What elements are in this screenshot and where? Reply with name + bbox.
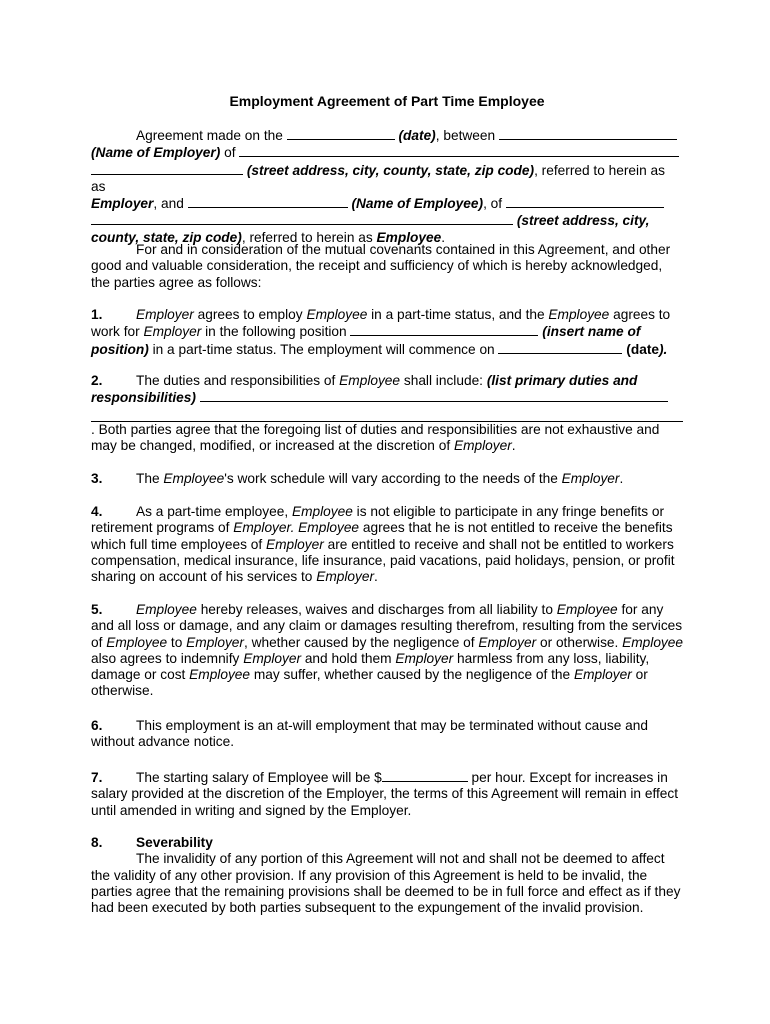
- employee-term: Employee: [376, 229, 442, 245]
- section-text: is not eligible to participate in any fringe benefits or retirement programs of: [91, 504, 665, 536]
- address-hint: (street address, city,: [516, 213, 650, 229]
- duties-blank-1[interactable]: [200, 389, 668, 402]
- date-hint: (date: [626, 341, 659, 357]
- employee-term: Employee: [339, 373, 401, 388]
- employer-name-blank[interactable]: [499, 127, 677, 140]
- section-text: This employment is an at-will employment that may be terminated without cause and without advance notice.: [91, 718, 648, 750]
- employee-term: Employee: [548, 307, 610, 322]
- section-8: [91, 835, 683, 916]
- section-number: 6.: [91, 718, 103, 733]
- employer-term: Employer: [478, 634, 537, 650]
- section-4: [91, 504, 683, 585]
- section-6: [91, 718, 683, 751]
- section-heading: Severability: [136, 835, 213, 850]
- consideration-paragraph: [91, 242, 683, 291]
- section-text: .: [619, 471, 624, 486]
- employee-term: Employee: [291, 504, 353, 519]
- duties-hint: (list primary duties and responsibilities): [91, 373, 638, 406]
- preamble-text: of: [224, 145, 236, 161]
- section-number: 3.: [91, 471, 103, 486]
- section-text: As a part-time employee,: [136, 504, 289, 519]
- section-text: , whether caused by the negligence of: [243, 634, 475, 650]
- section-number: 7.: [91, 770, 103, 785]
- employee-term: Employee: [189, 667, 251, 683]
- consideration-text: For and in consideration of the mutual covenants contained in this Agreement, and other good and valuable consideration, the receipt and sufficiency of which is hereby acknowledged, the parties agree as follows:: [91, 242, 671, 290]
- employer-term: Employer: [561, 471, 620, 486]
- address-hint: (street address, city, county, state, zip code): [246, 162, 535, 178]
- section-3: [91, 471, 683, 487]
- duties-blank-2[interactable]: [91, 407, 683, 422]
- employer-term: Employer: [395, 650, 454, 666]
- preamble: Agreement made on the (date), between (Name of Employer) of (street address, city, county, state, zip code), referred to herein as as Employer, and (Name of Employee), of (street address, city, county, state, zip code), referred to herein as Employee.: [91, 127, 683, 246]
- section-2: [91, 373, 683, 454]
- preamble-text: .: [441, 229, 446, 245]
- section-text: shall include:: [403, 373, 483, 388]
- employer-term: Employer. Employee: [233, 520, 360, 536]
- preamble-text: , between: [435, 128, 496, 143]
- employee-address-blank-1[interactable]: [506, 195, 664, 208]
- section-1: [91, 307, 683, 358]
- section-text: The invalidity of any portion of this Agreement will not and shall not be deemed to affect the validity of any other provision. If any provision of this Agreement is held to be invalid, the parties agree that the remaining provisions shall be deemed to be in full force and effect as if they had been executed by both parties subsequent to the expungement of the invalid provision.: [91, 851, 681, 916]
- date-hint: (date): [398, 128, 436, 143]
- section-number: 5.: [91, 602, 103, 617]
- preamble-text: , referred to herein as: [534, 162, 665, 178]
- employee-term: Employee: [163, 471, 225, 486]
- employer-term: Employer: [143, 324, 202, 340]
- employer-name-hint: (Name of Employer): [91, 145, 221, 161]
- position-blank[interactable]: [350, 323, 538, 336]
- employee-term: Employee: [622, 634, 684, 650]
- employer-address-blank-2[interactable]: [91, 162, 243, 175]
- section-number: 8.: [91, 835, 103, 850]
- section-text: or otherwise.: [539, 634, 619, 650]
- employer-term: Employer: [136, 307, 194, 322]
- section-text: per hour. Except for increases in salary provided at the discretion of the Employer, the terms of this Agreement will remain in effect until amended in writing and signed by the Employer.: [91, 770, 679, 818]
- section-text: agrees to work for: [91, 307, 671, 340]
- section-text: to: [170, 634, 183, 650]
- section-text: .: [374, 569, 378, 585]
- section-number: 1.: [91, 307, 103, 322]
- section-7: [91, 769, 683, 819]
- section-text: agrees that he is not entitled to receive the benefits which full time employees of: [91, 520, 673, 552]
- employer-address-blank-1[interactable]: [239, 144, 679, 157]
- section-text: .: [511, 437, 516, 453]
- section-text: . Both parties agree that the foregoing list of duties and responsibilities are not exhaustive and may be changed, modified, or increased at the discretion of: [91, 421, 660, 453]
- employer-term: Employer: [316, 569, 375, 585]
- section-number: 4.: [91, 504, 103, 519]
- employer-term: Employer: [91, 196, 154, 212]
- position-hint: (insert name of position): [91, 324, 641, 357]
- date-hint: ).: [659, 341, 668, 357]
- document-title: Employment Agreement of Part Time Employee: [229, 93, 545, 109]
- employer-term: Employer: [573, 667, 632, 683]
- preamble-text: , of: [483, 196, 503, 212]
- section-text: The starting salary of Employee will be $: [136, 770, 382, 785]
- section-text: may suffer, whether caused by the negligence of the: [253, 667, 571, 683]
- section-text: also agrees to indemnify: [91, 650, 240, 666]
- employee-term: Employee: [556, 602, 618, 617]
- commence-date-blank[interactable]: [498, 341, 622, 354]
- employee-term: Employee: [306, 307, 368, 322]
- employee-term: Employee: [106, 634, 168, 650]
- section-text: in the following position: [205, 324, 347, 340]
- section-text: are entitled to receive and shall not be entitled to workers compensation, medical insurance, life insurance, paid vacations, paid holidays, pension, or profit sharing on account of his services to: [91, 536, 675, 585]
- section-number: 2.: [91, 373, 103, 388]
- preamble-text: , referred to herein as: [241, 229, 373, 245]
- section-text: for any and all loss or damage, and any claim or damages resulting therefrom, resulting from the services of: [91, 602, 683, 650]
- preamble-text: Agreement made on the: [136, 128, 283, 143]
- employee-address-blank-2[interactable]: [91, 212, 513, 225]
- section-text: The: [136, 471, 160, 486]
- address-hint: county, state, zip code): [91, 229, 242, 245]
- section-text: harmless from any loss, liability, damage or cost: [91, 650, 650, 683]
- section-text: hereby releases, waives and discharges from all liability to: [200, 602, 553, 617]
- employer-term: Employer: [453, 437, 512, 453]
- section-text: in a part-time status. The employment will commence on: [152, 341, 495, 357]
- section-text: 's work schedule will vary according to the needs of the: [224, 471, 558, 486]
- employee-name-blank[interactable]: [188, 195, 348, 208]
- date-blank[interactable]: [287, 127, 395, 140]
- employer-term: Employer: [243, 650, 301, 666]
- employer-term: Employer: [265, 536, 324, 552]
- employee-name-hint: (Name of Employee): [351, 196, 484, 212]
- preamble-text: , and: [153, 196, 184, 212]
- section-text: in a part-time status, and the: [371, 307, 545, 322]
- salary-blank[interactable]: [382, 769, 468, 782]
- section-text: agrees to employ: [197, 307, 303, 322]
- section-text: and hold them: [304, 650, 392, 666]
- section-text: The duties and responsibilities of: [136, 373, 336, 388]
- employer-term: Employer: [186, 634, 244, 650]
- employee-term: Employee: [136, 602, 197, 617]
- section-text: or otherwise.: [91, 667, 648, 699]
- section-5: [91, 602, 683, 700]
